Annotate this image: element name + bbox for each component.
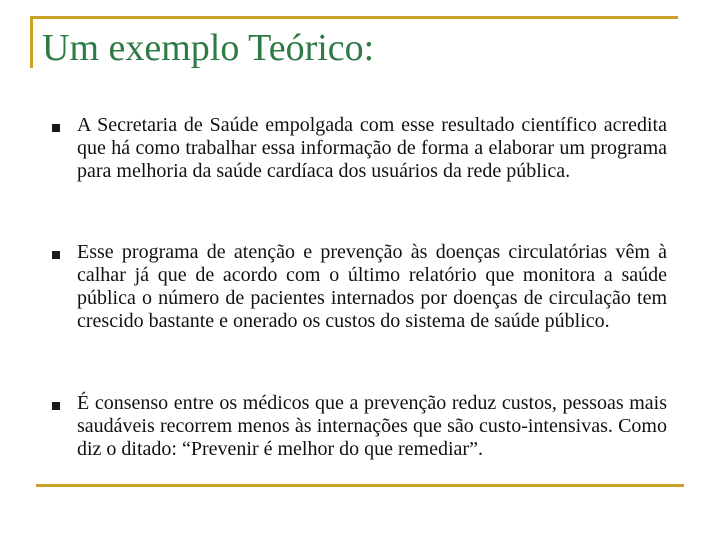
bullet-text: É consenso entre os médicos que a prevenção reduz custos, pessoas mais saudáveis recorrem menos às internações que são custo-intensivas. Como diz o ditado: “Prevenir é melhor do que remediar”. <box>77 392 667 460</box>
frame-top-line <box>30 16 678 19</box>
frame-left-line <box>30 16 33 68</box>
slide-title: Um exemplo Teórico: <box>42 27 375 69</box>
square-bullet-icon <box>52 402 60 410</box>
bullet-text: A Secretaria de Saúde empolgada com esse resultado científico acredita que há como trabalhar essa informação de forma a elaborar um programa para melhoria da saúde cardíaca dos usuários da rede pública. <box>77 114 667 182</box>
square-bullet-icon <box>52 124 60 132</box>
bullet-text: Esse programa de atenção e prevenção às doenças circulatórias vêm à calhar já que de acordo com o último relatório que monitora a saúde pública o número de pacientes internados por doenças de circulação tem crescido bastante e onerado os custos do sistema de saúde público. <box>77 241 667 332</box>
square-bullet-icon <box>52 251 60 259</box>
frame-bottom-line <box>36 484 684 487</box>
